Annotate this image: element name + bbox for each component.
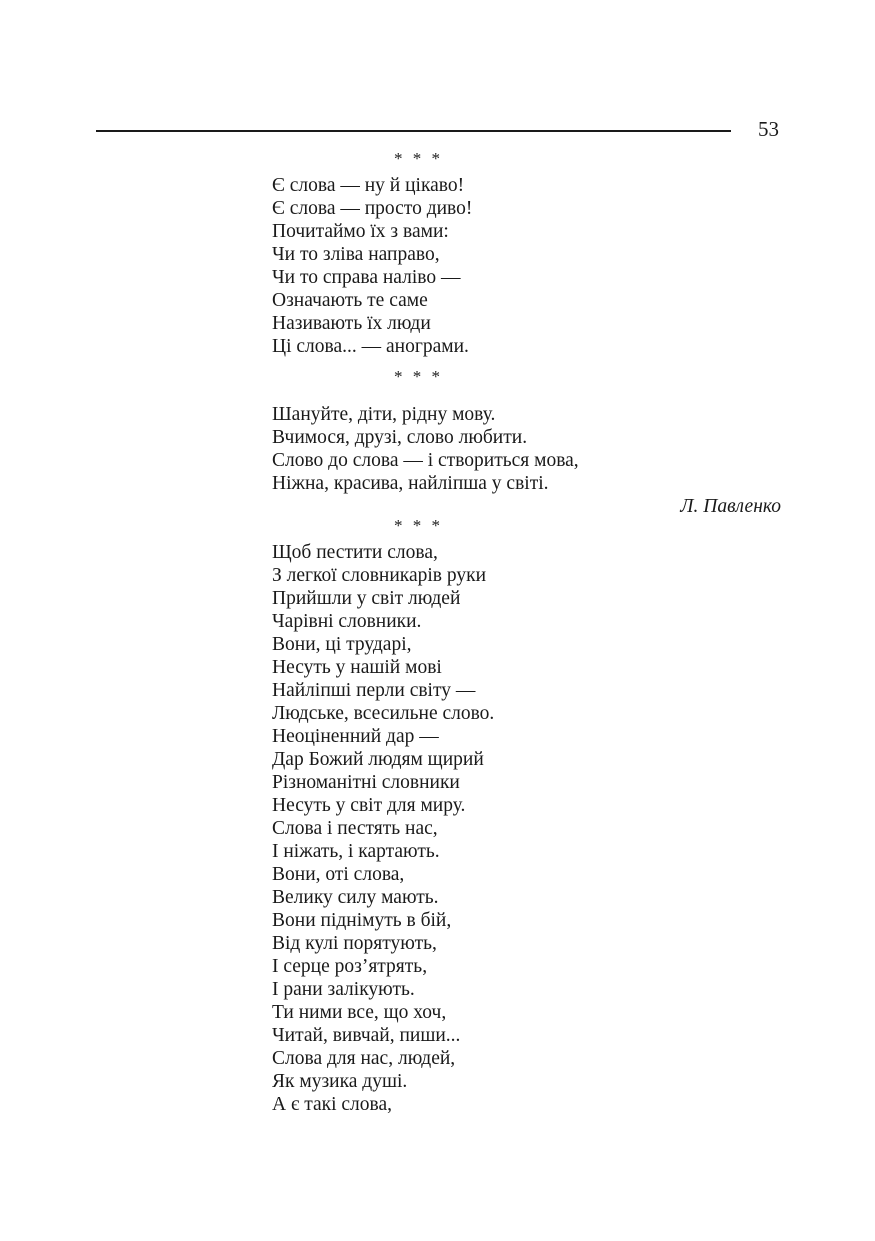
section-separator: * * * [394,516,443,535]
poem-line: Слова і пестять нас, [272,818,438,839]
poem-line: І ніжать, і картають. [272,841,440,862]
poem-line: Вони піднімуть в бій, [272,910,452,931]
poem-line: Від кулі порятують, [272,933,437,954]
poem-line: Читай, вивчай, пиши... [272,1025,461,1046]
poem-line: І рани залікують. [272,979,415,1000]
poem-line: А є такі слова, [272,1094,392,1115]
poem-line: І серце роз’ятрять, [272,956,428,977]
poem-line: Слово до слова — і створиться мова, [272,450,579,471]
poem-author: Л. Павленко [680,496,781,517]
poem-dictionaries [272,541,494,1116]
poem-line: З легкої словникарів руки [272,565,487,586]
poem-line: Ці слова... — анограми. [272,336,469,357]
poem-line: Є слова — ну й цікаво! [272,175,465,196]
poem-line: Щоб пестити слова, [272,542,438,563]
page-number: 53 [758,117,779,141]
poem-line: Несуть у нашій мові [272,657,442,678]
section-separator: * * * [394,149,443,168]
poem-line: Чи то зліва направо, [272,244,440,265]
poem-line: Вони, оті слова, [272,864,405,885]
poem-line: Почитаймо їх з вами: [272,221,449,242]
poem-line: Вчимося, друзі, слово любити. [272,427,528,448]
poem-line: Ніжна, красива, найліпша у світі. [272,473,549,494]
poem-line: Вони, ці трударі, [272,634,412,655]
header-rule [96,130,731,132]
poem-anagrams [272,174,472,358]
poem-native-language [272,403,579,495]
poem-line: Дар Божий людям щирий [272,749,484,770]
poem-line: Шануйте, діти, рідну мову. [272,404,496,425]
poem-line: Прийшли у світ людей [272,588,461,609]
poem-line: Чи то справа наліво — [272,267,461,288]
poem-line: Ти ними все, що хоч, [272,1002,447,1023]
poem-line: Означають те саме [272,290,428,311]
poem-line: Найліпші перли світу — [272,680,476,701]
poem-line: Людське, всесильне слово. [272,703,495,724]
poem-line: Велику силу мають. [272,887,439,908]
poem-line: Називають їх люди [272,313,431,334]
poem-line: Несуть у світ для миру. [272,795,466,816]
poem-line: Є слова — просто диво! [272,198,473,219]
poem-line: Різноманітні словники [272,772,460,793]
poem-line: Чарівні словники. [272,611,422,632]
poem-line: Слова для нас, людей, [272,1048,456,1069]
poem-line: Неоціненний дар — [272,726,439,747]
section-separator: * * * [394,367,443,386]
poem-line: Як музика душі. [272,1071,408,1092]
